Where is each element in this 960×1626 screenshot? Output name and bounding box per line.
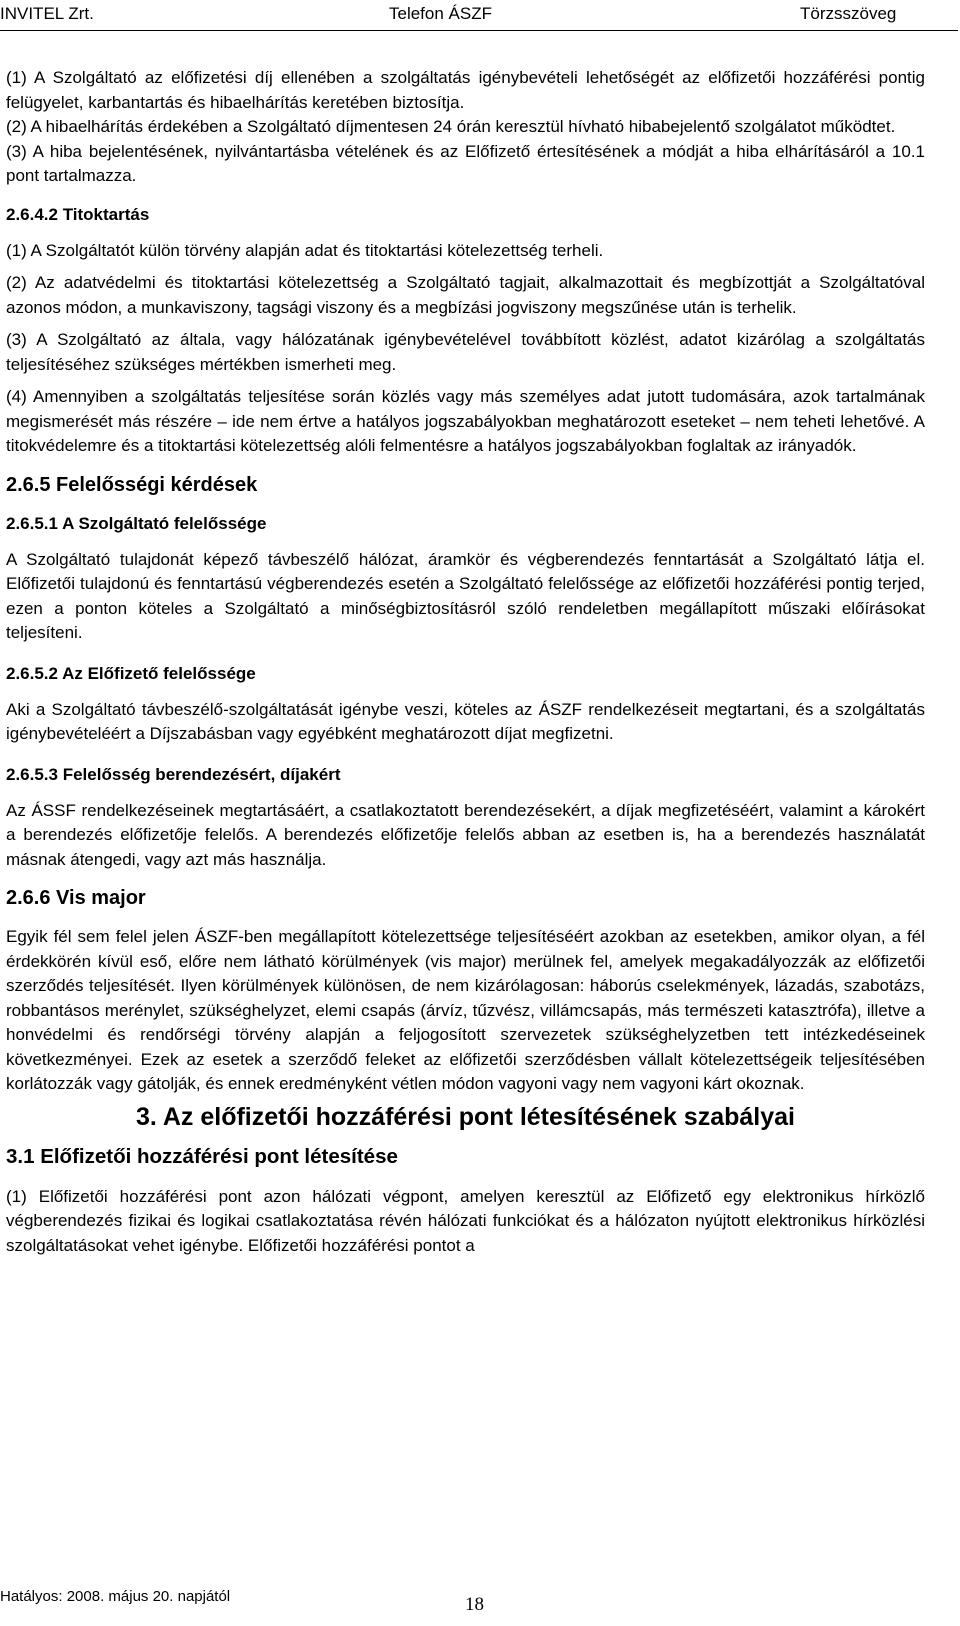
paragraph: (1) Előfizetői hozzáférési pont azon hálózati végpont, amelyen keresztül az Előfizető egy elektronikus hírközlő végberendezés fizikai és logikai csatlakoztatása révén hálózati funkciókat és a hálózaton nyújtott elektronikus hírközlési szolgáltatásokat vehet igénybe. Előfizetői hozzáférési pontot a <box>6 1186 925 1255</box>
section-heading: 2.6.5.2 Az Előfizető felelőssége <box>6 663 256 683</box>
section-heading: 2.6.4.2 Titoktartás <box>6 204 150 224</box>
paragraph: (4) Amennyiben a szolgáltatás teljesítése során közlés vagy más személyes adat jutott tudomására, azok tartalmának megismerését más részére – ide nem értve a hatályos jogszabályokban meghatározott eseteket – nem teheti lehetővé. A titokvédelemre és a titoktartási kötelezettség alóli felmentésre a hatályos jogszabályokban foglaltak az irányadók. <box>6 387 925 455</box>
paragraph: A Szolgáltató tulajdonát képező távbeszélő hálózat, áramkör és végberendezés fenntartását a Szolgáltató látja el. Előfizetői tulajdonú és fenntartású végberendezés esetén a Szolgáltató felelőssége az előfizetői hozzáférési pontig terjed, ezen a ponton köteles a Szolgáltató a minőségbiztosításról szóló rendeletben megállapított műszaki előírásokat teljesíteni. <box>6 549 925 642</box>
document-body <box>6 66 925 1258</box>
paragraph: (2) A hibaelhárítás érdekében a Szolgáltató díjmentesen 24 órán keresztül hívható hibabejelentő szolgálatot működtet. <box>6 117 896 136</box>
footer-effective-date: Hatályos: 2008. május 20. napjától <box>0 1588 231 1605</box>
page-header <box>0 4 960 26</box>
header-doc-title: Telefon ÁSZF <box>389 4 492 23</box>
section-heading: 2.6.6 Vis major <box>6 887 146 909</box>
section-heading: 3.1 Előfizetői hozzáférési pont létesítése <box>6 1144 398 1168</box>
paragraph: Aki a Szolgáltató távbeszélő-szolgáltatását igénybe veszi, köteles az ÁSZF rendelkezéseit megtartani, és a szolgáltatás igénybevételéért a Díjszabásban vagy egyébként meghatározott díjat megfizetni. <box>6 699 925 743</box>
paragraph: (1) A Szolgáltatót külön törvény alapján adat és titoktartási kötelezettség terheli. <box>6 240 604 260</box>
paragraph: (2) Az adatvédelmi és titoktartási kötelezettség a Szolgáltató tagjait, alkalmazottait és megbízottját a Szolgáltatóval azonos módon, a munkaviszony, tagsági viszony és a megbízási jogviszony megszűnése után is terhelik. <box>6 273 925 317</box>
header-company: INVITEL Zrt. <box>0 4 94 23</box>
section-heading: 2.6.5.1 A Szolgáltató felelőssége <box>6 513 267 533</box>
paragraph: Az ÁSSF rendelkezéseinek megtartásáért, a csatlakoztatott berendezésekért, a díjak megfizetéséért, valamint a károkért a berendezés előfizetője felelős. A berendezés előfizetője felelős abban az esetben is, ha a berendezés használatát másnak átengedi, vagy azt más használja. <box>6 800 925 869</box>
paragraph: Egyik fél sem felel jelen ÁSZF-ben megállapított kötelezettsége teljesítéséért azokban az esetekben, amikor olyan, a fél érdekkörén kívül eső, előre nem látható körülmények (vis major) merülnek fel, amelyek megakadályozzák az előfizetői szerződés teljesítését. Ilyen körülmények különösen, de nem kizárólagosan: háborús cselekmények, lázadás, szabotázs, robbantásos merénylet, szükséghelyzet, elemi csapás (árvíz, tűzvész, villámcsapás, más természeti katasztrófa), illetve a honvédelmi és rendőrségi törvény alapján a feljogosított szervezetek szükséghelyzetben tett intézkedéseinek következményei. Ezek az esetek a szerződő feleket az előfizetői szerződésben vállalt kötelezettségeik teljesítésében korlátozzák vagy gátolják, és ennek eredményként vétlen módon vagyoni vagy nem vagyoni kárt okoznak. <box>6 927 925 1093</box>
section-heading: 2.6.5 Felelősségi kérdések <box>6 473 258 496</box>
paragraph: (1) A Szolgáltató az előfizetési díj ellenében a szolgáltatás igénybevételi lehetőségét az előfizetői hozzáférési pontig felügyelet, karbantartás és hibaelhárítás keretében biztosítja. <box>6 68 925 112</box>
paragraph: (3) A Szolgáltató az általa, vagy hálózatának igénybevételével továbbított közlést, adatot kizárólag a szolgáltatás teljesítéséhez szükséges mértékben ismerheti meg. <box>6 330 925 374</box>
page-number: 18 <box>465 1594 484 1615</box>
header-divider <box>0 30 958 31</box>
section-heading: 2.6.5.3 Felelősség berendezésért, díjakért <box>6 764 341 784</box>
chapter-heading: 3. Az előfizetői hozzáférési pont létesítésének szabályai <box>135 1102 795 1131</box>
paragraph: (3) A hiba bejelentésének, nyilvántartásba vételének és az Előfizető értesítésének a módját a hiba elhárításáról a 10.1 pont tartalmazza. <box>6 141 925 185</box>
header-section: Törzsszöveg <box>800 4 897 23</box>
